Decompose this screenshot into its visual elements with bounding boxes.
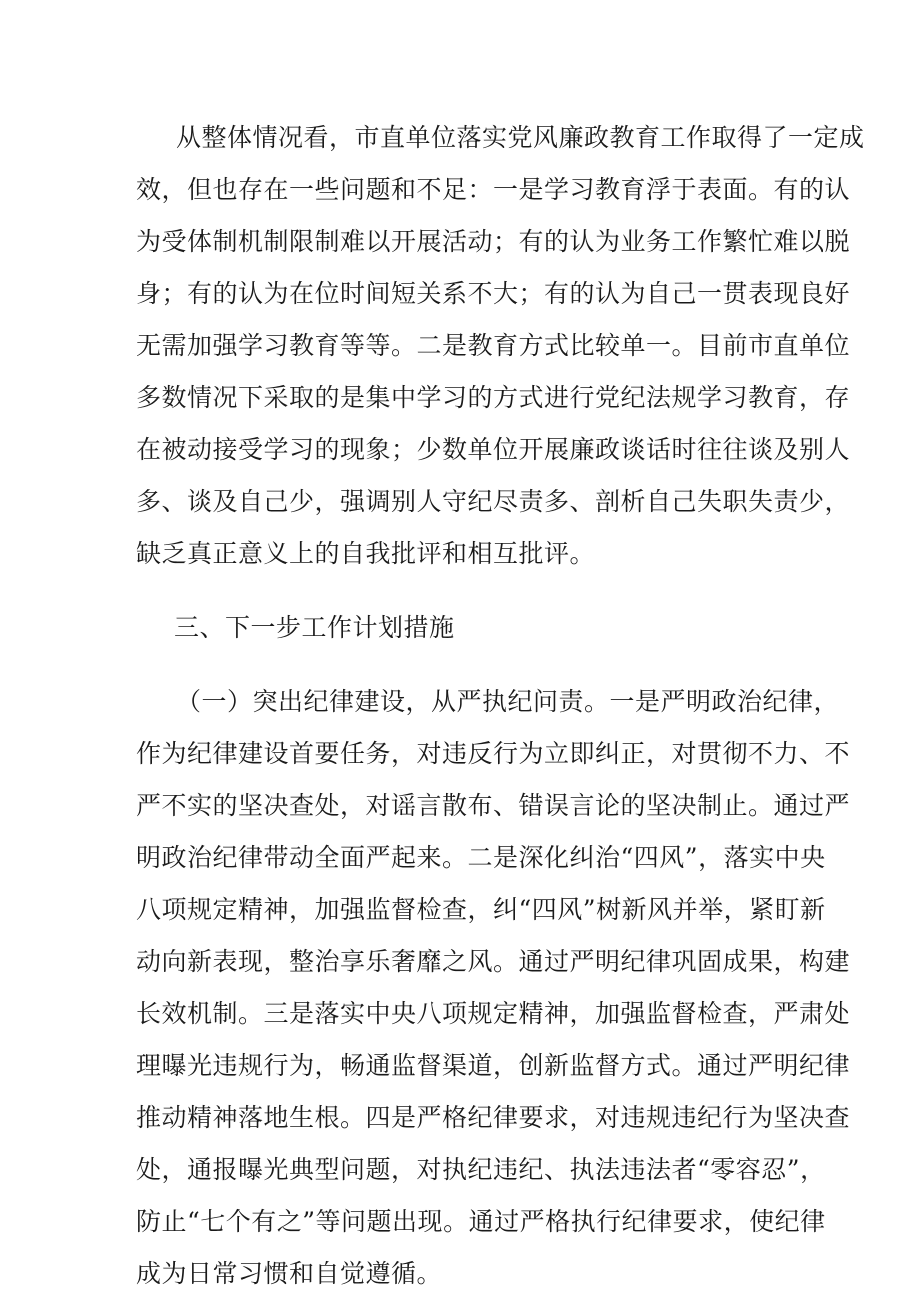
text-line: 在被动接受学习的现象；少数单位开展廉政谈话时往往谈及别人 — [136, 435, 851, 464]
paragraph-measures — [136, 676, 851, 1300]
document-page — [136, 112, 865, 1300]
text-line: 严不实的坚决查处，对谣言散布、错误言论的坚决制止。通过严 — [136, 791, 851, 820]
text-line: 成为日常习惯和自觉遵循。 — [136, 1259, 443, 1288]
text-line: 多数情况下采取的是集中学习的方式进行党纪法规学习教育，存 — [136, 383, 851, 412]
text-line: 为受体制机制限制难以开展活动；有的认为业务工作繁忙难以脱 — [136, 227, 851, 256]
text-line: 动向新表现，整治享乐奢靡之风。通过严明纪律巩固成果，构建 — [136, 947, 851, 976]
text-line: 推动精神落地生根。四是严格纪律要求，对违规违纪行为坚决查 — [136, 1103, 851, 1132]
text-line: 从整体情况看，市直单位落实党风廉政教育工作取得了一定成 — [176, 123, 865, 152]
text-line: 八项规定精神，加强监督检查，纠“四风”树新风并举，紧盯新 — [136, 895, 826, 924]
text-line: 理曝光违规行为，畅通监督渠道，创新监督方式。通过严明纪律 — [136, 1051, 851, 1080]
section-heading: 三、下一步工作计划措施 — [174, 613, 455, 642]
text-line: 身；有的认为在位时间短关系不大；有的认为自己一贯表现良好 — [136, 279, 851, 308]
text-line: 无需加强学习教育等等。二是教育方式比较单一。目前市直单位 — [136, 331, 851, 360]
text-line: 明政治纪律带动全面严起来。二是深化纠治“四风”，落实中央 — [136, 843, 826, 872]
text-line: 防止“七个有之”等问题出现。通过严格执行纪律要求，使纪律 — [136, 1207, 826, 1236]
text-line: 作为纪律建设首要任务，对违反行为立即纠正，对贯彻不力、不 — [136, 739, 851, 768]
text-line: 效，但也存在一些问题和不足：一是学习教育浮于表面。有的认 — [136, 175, 851, 204]
text-line: 处，通报曝光典型问题，对执纪违纪、执法违法者“零容忍”， — [136, 1155, 826, 1184]
paragraph-problems — [136, 112, 865, 580]
text-line: 多、谈及自己少，强调别人守纪尽责多、剖析自己失职失责少， — [136, 487, 851, 516]
text-line: 长效机制。三是落实中央八项规定精神，加强监督检查，严肃处 — [136, 999, 851, 1028]
text-line: （一）突出纪律建设，从严执纪问责。一是严明政治纪律， — [176, 687, 840, 716]
text-line: 缺乏真正意义上的自我批评和相互批评。 — [136, 539, 596, 568]
